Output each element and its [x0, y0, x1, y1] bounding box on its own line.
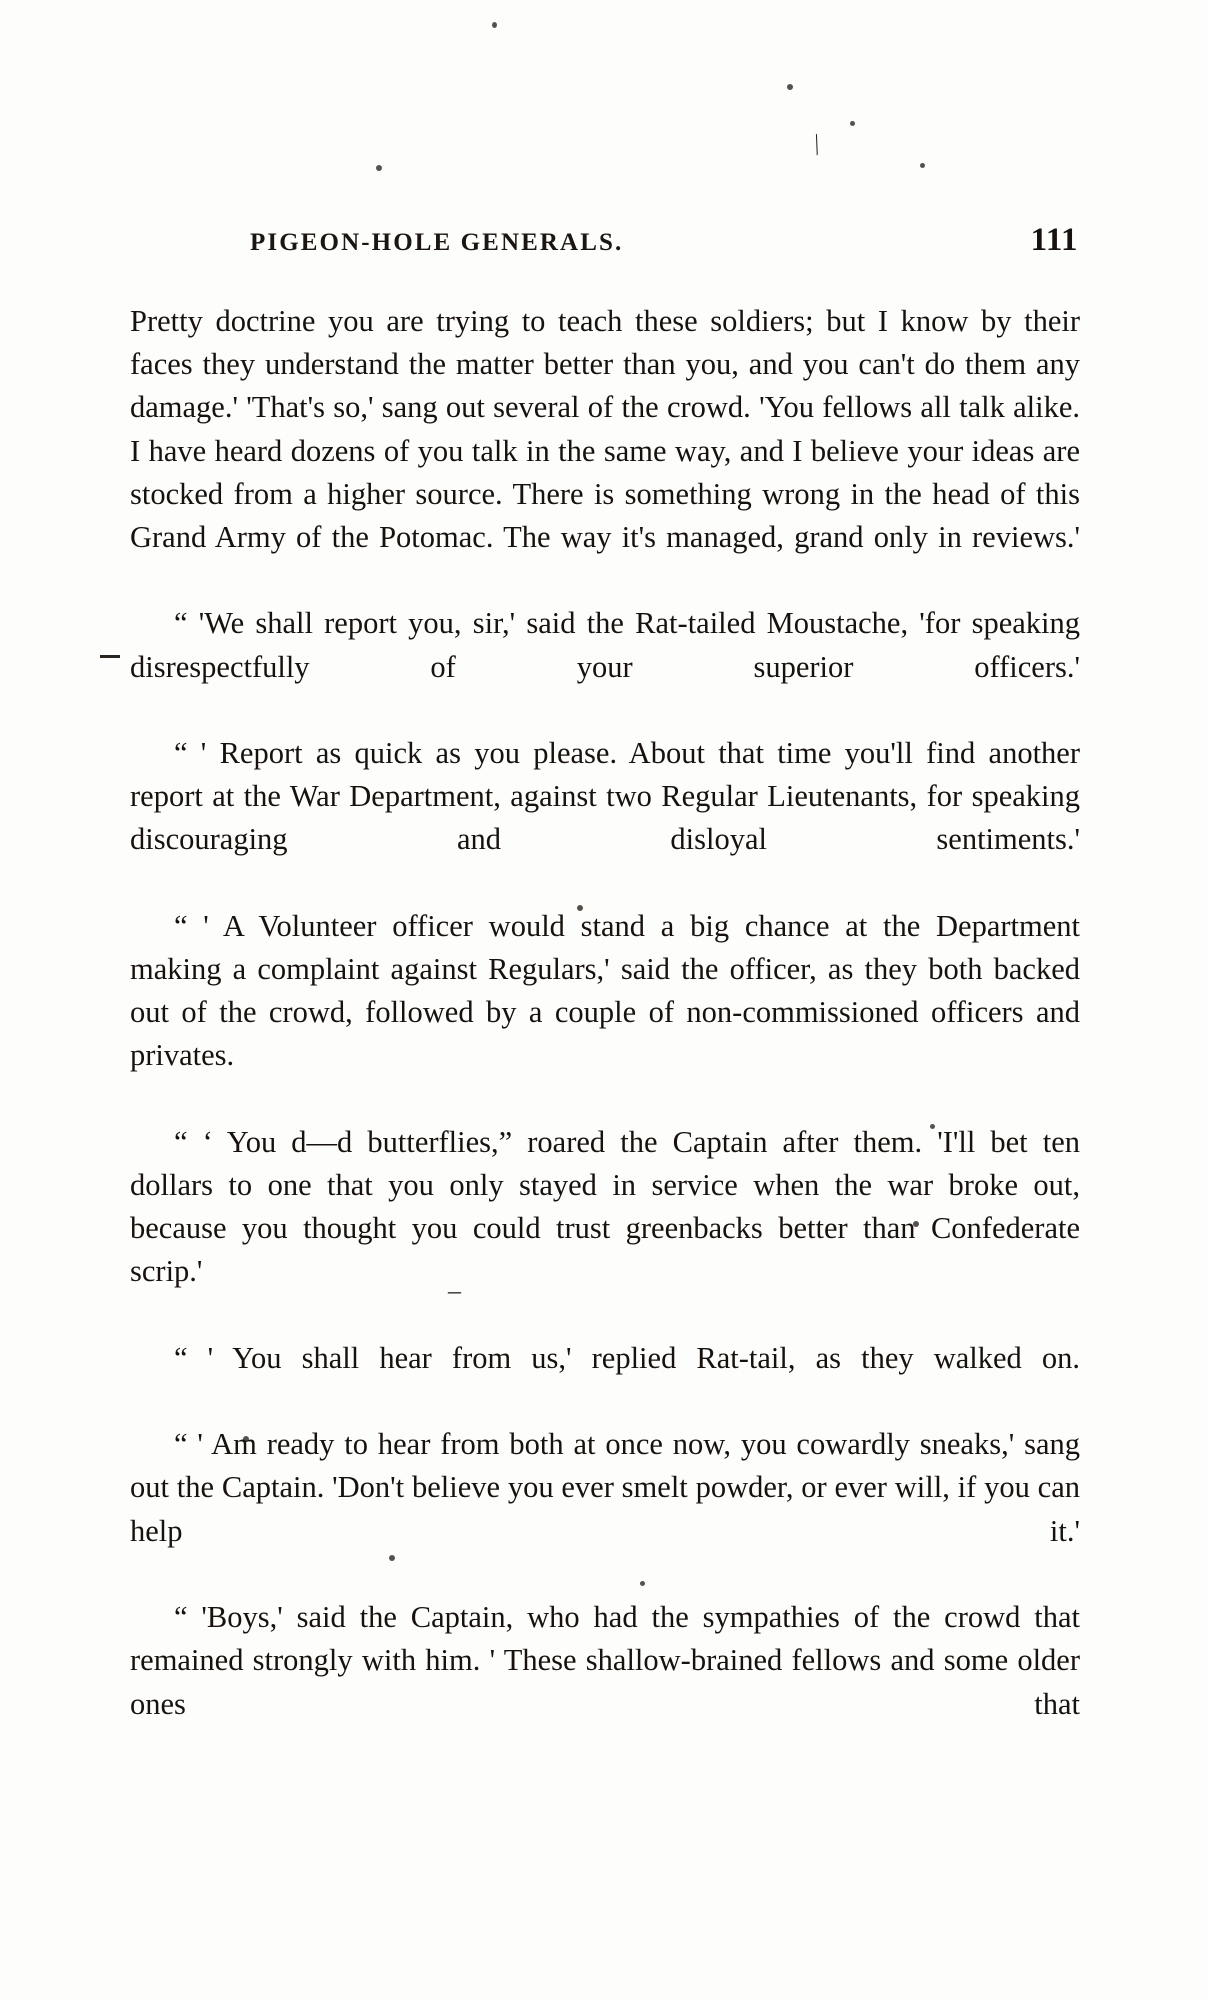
scan-speck [850, 121, 855, 126]
page-body [130, 300, 1080, 1769]
paragraph: Pretty doctrine you are trying to teach these soldiers; but I know by their faces they understand the matter better than you, and you can't do them any damage.' 'That's so,' sang out several of the crowd. 'You fellows all talk alike. I have heard dozens of you talk in the same way, and I believe your ideas are stocked from a higher source. There is something wrong in the head of this Grand Army of the Potomac. The way it's managed, grand only in reviews.' [130, 304, 1080, 555]
paragraph: “ ‘ You d—d butterflies,” roared the Captain after them. 'I'll bet ten dollars to one that you only stayed in service when the war broke out, because you thought you could trust greenbacks better than Confederate scrip.' [130, 1124, 1080, 1289]
paragraph: “ ' A Volunteer officer would stand a big chance at the Department making a complaint against Regulars,' said the officer, as they both backed out of the crowd, followed by a couple of non-commissioned officers and privates. [130, 908, 1080, 1073]
running-title: PIGEON-HOLE GENERALS. [250, 229, 624, 256]
page-header [130, 222, 1078, 259]
paragraph: “ ' You shall hear from us,' replied Rat-tail, as they walked on. [174, 1340, 1080, 1375]
paragraph: “ 'We shall report you, sir,' said the Rat-tailed Moustache, 'for speaking disrespectfully of your superior officers.' [130, 606, 1080, 684]
paragraph: “ ' Am ready to hear from both at once now, you cowardly sneaks,' sang out the Captain. 'Don't believe you ever smelt powder, or ever will, if you can help it.' [130, 1427, 1080, 1548]
paragraph: “ 'Boys,' said the Captain, who had the sympathies of the crowd that remained strongly with him. ' These shallow-brained fellows and some older ones that [130, 1600, 1080, 1721]
stray-pen-mark: ∕ [806, 131, 828, 158]
marginal-dash-mark [100, 655, 120, 658]
page-number: 111 [1030, 222, 1078, 258]
scan-speck [787, 84, 793, 90]
scan-speck [492, 22, 497, 28]
scan-speck [376, 165, 382, 171]
scan-speck [920, 163, 925, 168]
paragraph: “ ' Report as quick as you please. About that time you'll find another report at the War Department, against two Regular Lieutenants, for speaking discouraging and disloyal sentiments.' [130, 736, 1080, 857]
stray-hyphen-mark: – [448, 1276, 461, 1305]
